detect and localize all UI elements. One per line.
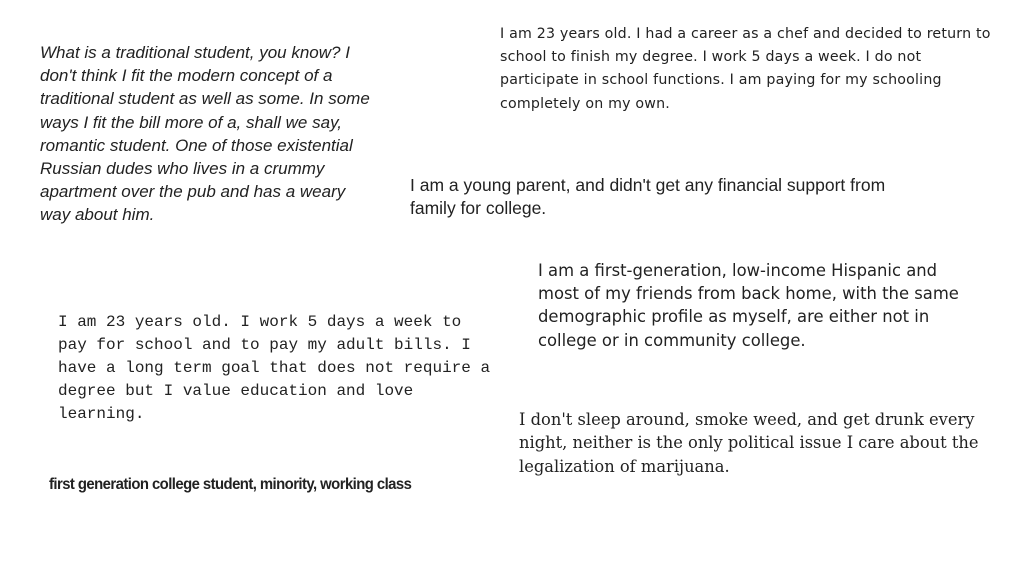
quote-first-generation-hispanic: I am a first-generation, low-income Hispanic and most of my friends from back home, with the same demographic profile as myself, are either not in college or in community college. — [538, 261, 959, 350]
quote-stereotypes: I don't sleep around, smoke weed, and get drunk every night, neither is the only political issue I care about the legalization of marijuana. — [519, 410, 979, 476]
quote-working-student: I am 23 years old. I work 5 days a week to pay for school and to pay my adult bills. I have a long term goal that does not require a degree but I value education and love learning. — [58, 313, 491, 423]
quote-former-chef: I am 23 years old. I had a career as a chef and decided to return to school to finish my degree. I work 5 days a week. I do not participate in school functions. I am paying for my schooling completely on my own. — [500, 26, 991, 112]
quote-traditional-student: What is a traditional student, you know? I don't think I fit the modern concept of a traditional student as well as some. In some ways I fit the bill more of a, shall we say, romantic student. One of those existential Russian dudes who lives in a crummy apartment over the pub and has a weary way about him. — [40, 43, 370, 225]
quote-identity-labels: first generation college student, minority, working class — [49, 476, 412, 493]
quote-young-parent: I am a young parent, and didn't get any financial support from family for college. — [410, 175, 886, 218]
